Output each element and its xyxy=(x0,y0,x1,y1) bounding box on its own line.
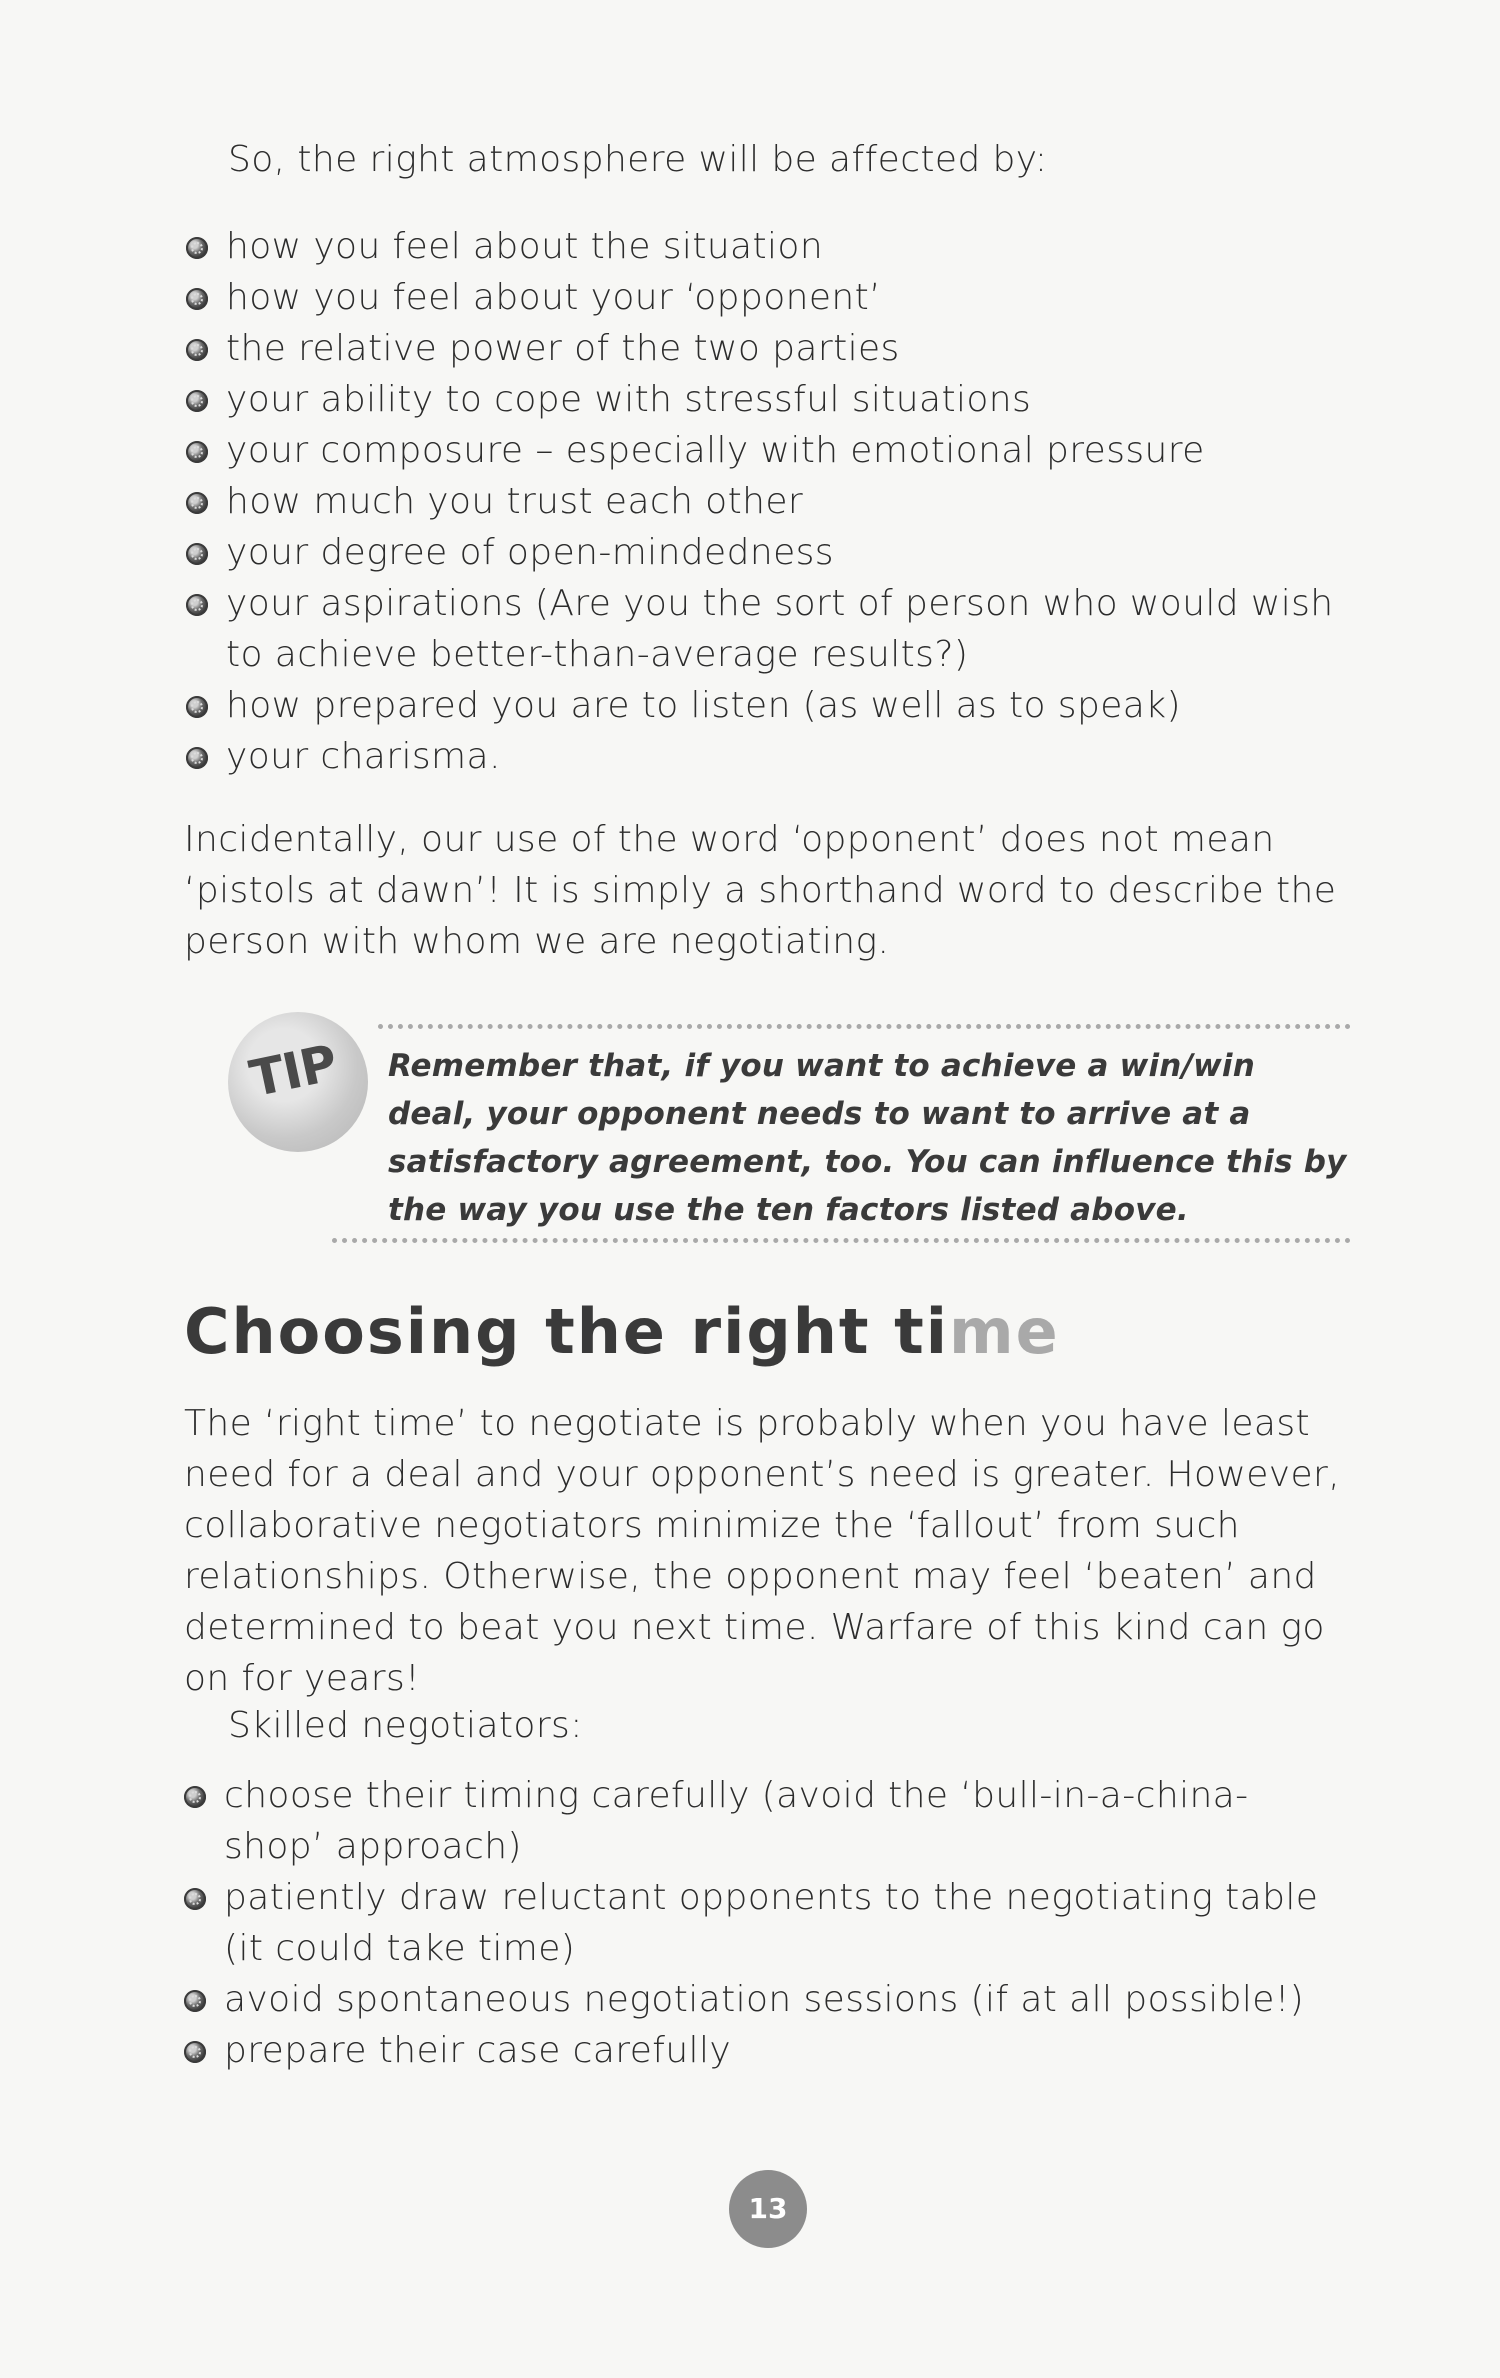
tip-text: Remember that, if you want to achieve a win/win deal, your opponent needs to want to arrive at a satisfactory agreement, too. You can influence this by the way you use the ten factors listed above. xyxy=(388,1048,1347,1228)
tip-bottom-divider xyxy=(332,1238,1351,1243)
bullet-icon xyxy=(184,1786,206,1808)
tip-top-divider xyxy=(378,1024,1351,1029)
right-time-paragraph: The ‘right time’ to negotiate is probably when you have least need for a deal and your opponent’s need is greater. However, collaborative negotiators minimize the ‘fallout’ from such relationships. Otherwise, the opponent may feel ‘beaten’ and determined to beat you next time. Warfare of this kind can go on for years! xyxy=(184,1403,1341,1699)
bullet-icon xyxy=(186,492,208,514)
bullet-icon xyxy=(184,2041,206,2063)
intro-line: So, the right atmosphere will be affected by: xyxy=(228,139,1048,180)
list-item: your degree of open-mindedness xyxy=(186,527,1336,578)
list-item: your composure – especially with emotional pressure xyxy=(186,425,1336,476)
opponent-note-paragraph: Incidentally, our use of the word ‘opponent’ does not mean ‘pistols at dawn’! It is simply a shorthand word to describe the person with whom we are negotiating. xyxy=(184,819,1337,962)
bullet-icon xyxy=(186,390,208,412)
atmosphere-factors-list xyxy=(186,221,1336,782)
list-item: your aspirations (Are you the sort of person who would wish to achieve better-than-average results?) xyxy=(186,578,1336,680)
list-item: how you feel about the situation xyxy=(186,221,1336,272)
skilled-negotiators-list xyxy=(184,1770,1334,2076)
list-item: how prepared you are to listen (as well as to speak) xyxy=(186,680,1336,731)
bullet-icon xyxy=(186,747,208,769)
list-item: how much you trust each other xyxy=(186,476,1336,527)
bullet-icon xyxy=(186,339,208,361)
list-item: how you feel about your ‘opponent’ xyxy=(186,272,1336,323)
bullet-icon xyxy=(186,594,208,616)
bullet-icon xyxy=(186,288,208,310)
list-item: your charisma. xyxy=(186,731,1336,782)
list-item: your ability to cope with stressful situations xyxy=(186,374,1336,425)
bullet-icon xyxy=(186,441,208,463)
page-number-badge: 13 xyxy=(729,2170,807,2248)
bullet-icon xyxy=(186,543,208,565)
list-item: prepare their case carefully xyxy=(184,2025,1334,2076)
skilled-negotiators-lead: Skilled negotiators: xyxy=(228,1705,583,1746)
tip-box xyxy=(228,1012,1351,1250)
list-item: patiently draw reluctant opponents to the negotiating table (it could take time) xyxy=(184,1872,1334,1974)
bullet-icon xyxy=(184,1990,206,2012)
bullet-icon xyxy=(186,237,208,259)
bullet-icon xyxy=(184,1888,206,1910)
list-item: avoid spontaneous negotiation sessions (if at all possible!) xyxy=(184,1974,1334,2025)
list-item: choose their timing carefully (avoid the ‘bull-in-a-china-shop’ approach) xyxy=(184,1770,1334,1872)
bullet-icon xyxy=(186,696,208,718)
section-heading: Choosing the right time xyxy=(184,1295,1060,1368)
list-item: the relative power of the two parties xyxy=(186,323,1336,374)
tip-badge-icon: TIP xyxy=(228,1012,368,1152)
